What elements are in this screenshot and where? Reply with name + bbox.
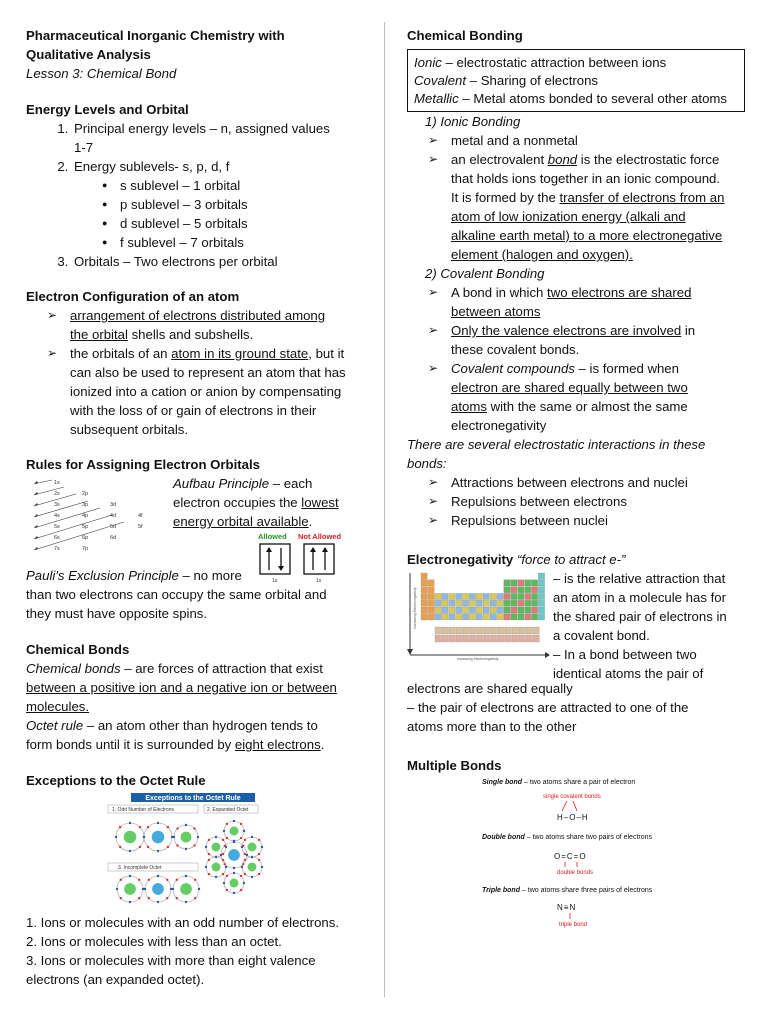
single-bond-formula: H–O–H	[557, 813, 589, 822]
exception-item-2: 2. Ions or molecules with less than an octet.	[26, 934, 282, 949]
multiple-heading: Multiple Bonds	[407, 758, 502, 773]
element-cell	[511, 600, 517, 606]
element-cell	[476, 607, 482, 613]
element-cell	[511, 580, 517, 586]
triple-bond-label: triple bond	[559, 922, 588, 928]
config-list	[26, 306, 366, 439]
atom-nucleus	[230, 827, 239, 836]
element-cell	[462, 593, 468, 599]
electroneg-l8: – the pair of electrons are attracted to one of the	[407, 700, 689, 715]
box-label-not-allowed: 1s	[316, 578, 322, 584]
aufbau-text: Aufbau Principle – each electron occupies the lowest energy orbital available.	[173, 476, 339, 529]
element-cell	[518, 593, 524, 599]
ionic-title: 1) Ionic Bonding	[425, 114, 521, 129]
electroneg-text: – is the relative attraction that an atom in a molecule has for the shared pair of electrons in a covalent bond. – In a bond between two identical atoms the pair of	[553, 571, 727, 681]
pauli-line1: Pauli's Exclusion Principle – no more	[26, 568, 242, 583]
element-cell	[497, 600, 503, 606]
element-cell	[531, 614, 537, 620]
octet-rule: Octet rule – an atom other than hydrogen tends to form bonds until it is surrounded by eight electrons.	[26, 718, 325, 752]
orbital-label: 3d	[110, 502, 117, 508]
bonds-def: Chemical bonds – are forces of attraction that exist between a positive ion and a negative ion or between molecules.	[26, 661, 337, 714]
double-bond-label: double bonds	[557, 870, 594, 876]
element-cell	[483, 614, 489, 620]
bonds-heading: Chemical Bonds	[26, 642, 130, 657]
allowed-label: Allowed	[258, 532, 287, 541]
energy-list	[26, 119, 366, 271]
element-cell	[469, 593, 475, 599]
box-covalent: Covalent – Sharing of electrons	[414, 73, 599, 88]
element-cell	[538, 587, 544, 593]
element-cell	[442, 607, 448, 613]
covalent-bullet-3: ➢ Covalent compounds – is formed when electron are shared equally between two atoms with the same or almost the same electronegativity	[428, 361, 688, 433]
octet-exceptions-image	[106, 793, 286, 911]
element-cell	[428, 587, 434, 593]
element-cell	[442, 600, 448, 606]
electroneg-block	[407, 569, 745, 683]
element-cell	[483, 593, 489, 599]
ionic-bullet-2: ➢ an electrovalent bond is the electrostatic force that holds ions together in an ionic compound. It is formed by the transfer of electrons from an atom of low ionization energy (alkali and alkaline earth metal) to a more electronegative element (halogen and oxygen).	[428, 152, 725, 262]
element-cell	[518, 600, 524, 606]
element-cell	[497, 614, 503, 620]
rules-heading: Rules for Assigning Electron Orbitals	[26, 457, 260, 472]
orbital-label: 2p	[82, 491, 89, 497]
f-block-cell	[456, 635, 462, 642]
aufbau-arrow	[34, 508, 100, 528]
element-cell	[511, 607, 517, 613]
pauli-line2: than two electrons can occupy the same orbital and	[26, 587, 327, 602]
element-cell	[421, 573, 427, 579]
element-cell	[456, 614, 462, 620]
element-cell	[449, 600, 455, 606]
orbital-label: 3s	[54, 502, 60, 508]
element-cell	[525, 607, 531, 613]
f-block-cell	[470, 635, 476, 642]
f-block-cell	[484, 635, 490, 642]
element-cell	[490, 614, 496, 620]
element-cell	[504, 587, 510, 593]
box-ionic: Ionic – electrostatic attraction between ions	[414, 55, 667, 70]
atom-nucleus	[228, 849, 240, 861]
element-cell	[469, 614, 475, 620]
element-cell	[504, 580, 510, 586]
interactions-list	[407, 473, 745, 530]
f-block-cell	[526, 627, 532, 634]
exceptions-heading: Exceptions to the Octet Rule	[26, 773, 206, 788]
covalent-title: 2) Covalent Bonding	[425, 266, 545, 281]
element-cell	[538, 580, 544, 586]
element-cell	[435, 593, 441, 599]
multiple-bonds-figure	[407, 775, 745, 935]
spin-diagram	[254, 532, 354, 586]
f-block-cell	[442, 627, 448, 634]
element-cell	[421, 600, 427, 606]
element-cell	[435, 600, 441, 606]
arrow-icon: ➢	[47, 346, 58, 360]
sublevel-s: ● s sublevel – 1 orbital	[118, 176, 366, 195]
element-cell	[428, 600, 434, 606]
box-metallic: Metallic – Metal atoms bonded to several other atoms	[414, 91, 727, 106]
f-block-cell	[456, 627, 462, 634]
right-column	[407, 26, 745, 935]
bond-types-box	[407, 49, 745, 112]
element-cell	[525, 593, 531, 599]
element-cell	[462, 607, 468, 613]
f-block-cell	[449, 635, 455, 642]
f-block-cell	[512, 635, 518, 642]
element-cell	[511, 587, 517, 593]
element-cell	[428, 614, 434, 620]
element-cell	[531, 607, 537, 613]
single-bond-caption: Single bond – two atoms share a pair of electron	[482, 779, 636, 786]
allowed-box	[260, 544, 290, 574]
interactions-intro-1: There are several electrostatic interactions in these	[407, 437, 706, 452]
element-cell	[483, 607, 489, 613]
sublevel-f: ● f sublevel – 7 orbitals	[118, 233, 366, 252]
orbital-label: 6s	[54, 535, 60, 541]
interaction-item: ➢ Repulsions between nuclei	[428, 513, 608, 528]
element-cell	[504, 600, 510, 606]
element-cell	[531, 587, 537, 593]
triple-bond-formula: N≡N	[557, 903, 577, 912]
bonding-heading: Chemical Bonding	[407, 28, 523, 43]
element-cell	[538, 573, 544, 579]
interaction-item: ➢ Repulsions between electrons	[428, 494, 627, 509]
f-block-cell	[484, 627, 490, 634]
sublevel-p: ● p sublevel – 3 orbitals	[118, 195, 366, 214]
element-cell	[476, 593, 482, 599]
atom-nucleus	[152, 883, 164, 895]
element-cell	[483, 600, 489, 606]
element-cell	[518, 587, 524, 593]
octet-exceptions-figure	[26, 793, 366, 913]
f-block-cell	[491, 635, 497, 642]
element-cell	[435, 607, 441, 613]
ionic-list	[407, 131, 745, 264]
not-allowed-box	[304, 544, 334, 574]
element-cell	[490, 600, 496, 606]
f-block-cell	[477, 627, 483, 634]
doc-title-line2: Qualitative Analysis	[26, 47, 151, 62]
arrow-icon: ➢	[428, 513, 439, 527]
box-label-allowed: 1s	[272, 578, 278, 584]
svg-text:Exceptions to the Octet Rule: Exceptions to the Octet Rule	[145, 795, 241, 802]
element-cell	[511, 593, 517, 599]
energy-item-3: 3. Orbitals – Two electrons per orbital	[72, 252, 366, 271]
triple-bond-caption: Triple bond – two atoms share three pairs of electrons	[482, 887, 653, 894]
pauli-line3: they must have opposite spins.	[26, 606, 208, 621]
orbital-label: 5s	[54, 524, 60, 530]
element-cell	[449, 593, 455, 599]
x-axis-label: Increasing Electronegativity	[457, 657, 499, 661]
doc-title-line1: Pharmaceutical Inorganic Chemistry with	[26, 28, 285, 43]
orbital-label: 7p	[82, 546, 89, 552]
single-bond-label: single covalent bonds	[543, 794, 601, 800]
atom-nucleus	[212, 863, 221, 872]
orbital-label: 5f	[138, 524, 143, 530]
element-cell	[497, 607, 503, 613]
f-block-cell	[533, 635, 539, 642]
energy-item-2: 2. Energy sublevels- s, p, d, f ● s sublevel – 1 orbital ● p sublevel – 3 orbitals ● d sublevel – 5 orbitals ● f sublevel – 7 orbitals	[72, 157, 366, 252]
f-block-cell	[526, 635, 532, 642]
element-cell	[518, 614, 524, 620]
element-cell	[531, 600, 537, 606]
arrow-icon: ➢	[47, 308, 58, 322]
atom-nucleus	[248, 863, 257, 872]
element-cell	[442, 614, 448, 620]
element-cell	[538, 600, 544, 606]
orbital-label: 4d	[110, 513, 117, 519]
f-block-cell	[512, 627, 518, 634]
arrow-icon: ➢	[428, 285, 439, 299]
element-cell	[518, 607, 524, 613]
orbital-label: 6d	[110, 535, 117, 541]
arrow-icon: ➢	[428, 361, 439, 375]
element-cell	[449, 607, 455, 613]
atom-nucleus	[180, 883, 192, 895]
f-block-cell	[477, 635, 483, 642]
covalent-bullet-2: ➢ Only the valence electrons are involved in these covalent bonds.	[428, 323, 696, 357]
f-block-cell	[505, 635, 511, 642]
element-cell	[531, 580, 537, 586]
left-column	[26, 26, 366, 989]
arrow-icon: ➢	[428, 323, 439, 337]
column-divider	[384, 22, 385, 997]
element-cell	[449, 614, 455, 620]
f-block-cell	[463, 627, 469, 634]
element-cell	[531, 593, 537, 599]
atom-nucleus	[212, 843, 221, 852]
element-cell	[525, 580, 531, 586]
energy-heading: Energy Levels and Orbital	[26, 102, 189, 117]
orbital-label: 7s	[54, 546, 60, 552]
not-allowed-label: Not Allowed	[298, 532, 342, 541]
element-cell	[435, 614, 441, 620]
element-cell	[428, 580, 434, 586]
aufbau-diagram	[32, 474, 174, 566]
orbital-label: 1s	[54, 480, 60, 486]
covalent-bullet-1: ➢ A bond in which two electrons are shared between atoms	[428, 285, 692, 319]
f-block-cell	[498, 627, 504, 634]
aufbau-arrow	[34, 515, 112, 539]
element-cell	[462, 614, 468, 620]
svg-text:1. Odd Number of Electrons: 1. Odd Number of Electrons	[112, 807, 174, 813]
element-cell	[525, 587, 531, 593]
element-cell	[421, 614, 427, 620]
element-cell	[518, 580, 524, 586]
f-block-cell	[463, 635, 469, 642]
orbital-label: 4f	[138, 513, 143, 519]
orbital-label: 6p	[82, 535, 89, 541]
arrow-icon: ➢	[428, 475, 439, 489]
f-block-cell	[442, 635, 448, 642]
exception-item-1: 1. Ions or molecules with an odd number of electrons.	[26, 915, 340, 930]
element-cell	[469, 607, 475, 613]
energy-item-1: 1. Principal energy levels – n, assigned values 1-7	[72, 119, 366, 157]
orbital-label: 5d	[110, 524, 117, 530]
atom-nucleus	[230, 879, 239, 888]
svg-text:3. Incomplete Octet: 3. Incomplete Octet	[118, 865, 162, 871]
element-cell	[421, 593, 427, 599]
orbital-label: 4s	[54, 513, 60, 519]
config-heading: Electron Configuration of an atom	[26, 289, 240, 304]
arrow-icon: ➢	[428, 133, 439, 147]
element-cell	[476, 614, 482, 620]
svg-text:2. Expanded Octet: 2. Expanded Octet	[207, 807, 249, 813]
electroneg-l7: electrons are shared equally	[407, 681, 573, 696]
interactions-intro-2: bonds:	[407, 456, 447, 471]
element-cell	[497, 593, 503, 599]
element-cell	[511, 614, 517, 620]
element-cell	[469, 600, 475, 606]
arrow-icon: ➢	[428, 494, 439, 508]
f-block-cell	[505, 627, 511, 634]
double-bond-formula: O=C=O	[554, 852, 587, 861]
ionic-bullet-1: ➢ metal and a nonmetal	[428, 133, 578, 148]
element-cell	[538, 607, 544, 613]
sublevel-d: ● d sublevel – 5 orbitals	[118, 214, 366, 233]
double-bond-caption: Double bond – two atoms share two pairs of electrons	[482, 834, 653, 841]
element-cell	[456, 607, 462, 613]
atom-nucleus	[248, 843, 257, 852]
element-cell	[490, 593, 496, 599]
config-bullet-1: ➢ arrangement of electrons distributed among the orbital shells and subshells.	[47, 308, 326, 342]
orbital-label: 2s	[54, 491, 60, 497]
exception-item-3b: electrons (an expanded octet).	[26, 972, 205, 987]
sublevel-list	[74, 176, 366, 252]
element-cell	[538, 614, 544, 620]
atom-nucleus	[124, 831, 137, 844]
arrow-icon: ➢	[428, 152, 439, 166]
element-cell	[421, 607, 427, 613]
atom-nucleus	[152, 831, 165, 844]
element-cell	[504, 614, 510, 620]
f-block-cell	[519, 635, 525, 642]
element-cell	[456, 600, 462, 606]
orbital-label: 5p	[82, 524, 89, 530]
covalent-list	[407, 283, 745, 435]
element-cell	[476, 600, 482, 606]
atom-nucleus	[181, 832, 192, 843]
element-cell	[442, 593, 448, 599]
element-cell	[421, 587, 427, 593]
f-block-cell	[435, 635, 441, 642]
f-block-cell	[470, 627, 476, 634]
element-cell	[428, 593, 434, 599]
element-cell	[421, 580, 427, 586]
element-cell	[504, 607, 510, 613]
element-cell	[490, 607, 496, 613]
electroneg-heading-line: Electronegativity “force to attract e-”	[407, 552, 626, 567]
electroneg-l9: atoms more than to the other	[407, 719, 577, 734]
f-block-cell	[491, 627, 497, 634]
periodic-table-image	[407, 569, 551, 665]
element-cell	[428, 607, 434, 613]
config-bullet-2: ➢ the orbitals of an atom in its ground state, but it can also be used to represent an atom that has ionized into a cation or anion by compensating with the loss of or gain of electrons in their subsequent orbitals.	[47, 346, 346, 437]
element-cell	[456, 593, 462, 599]
element-cell	[462, 600, 468, 606]
lesson-title: Lesson 3: Chemical Bond	[26, 66, 177, 81]
f-block-cell	[449, 627, 455, 634]
y-axis-label: Increasing Electronegativity	[413, 587, 417, 629]
interaction-item: ➢ Attractions between electrons and nuclei	[428, 475, 688, 490]
f-block-cell	[498, 635, 504, 642]
element-cell	[525, 614, 531, 620]
atom-nucleus	[124, 883, 136, 895]
exception-item-3a: 3. Ions or molecules with more than eight valence	[26, 953, 316, 968]
f-block-cell	[533, 627, 539, 634]
element-cell	[504, 593, 510, 599]
element-cell	[538, 593, 544, 599]
f-block-cell	[519, 627, 525, 634]
f-block-cell	[435, 627, 441, 634]
orbital-label: 4p	[82, 513, 89, 519]
orbital-label: 3p	[82, 502, 89, 508]
element-cell	[525, 600, 531, 606]
